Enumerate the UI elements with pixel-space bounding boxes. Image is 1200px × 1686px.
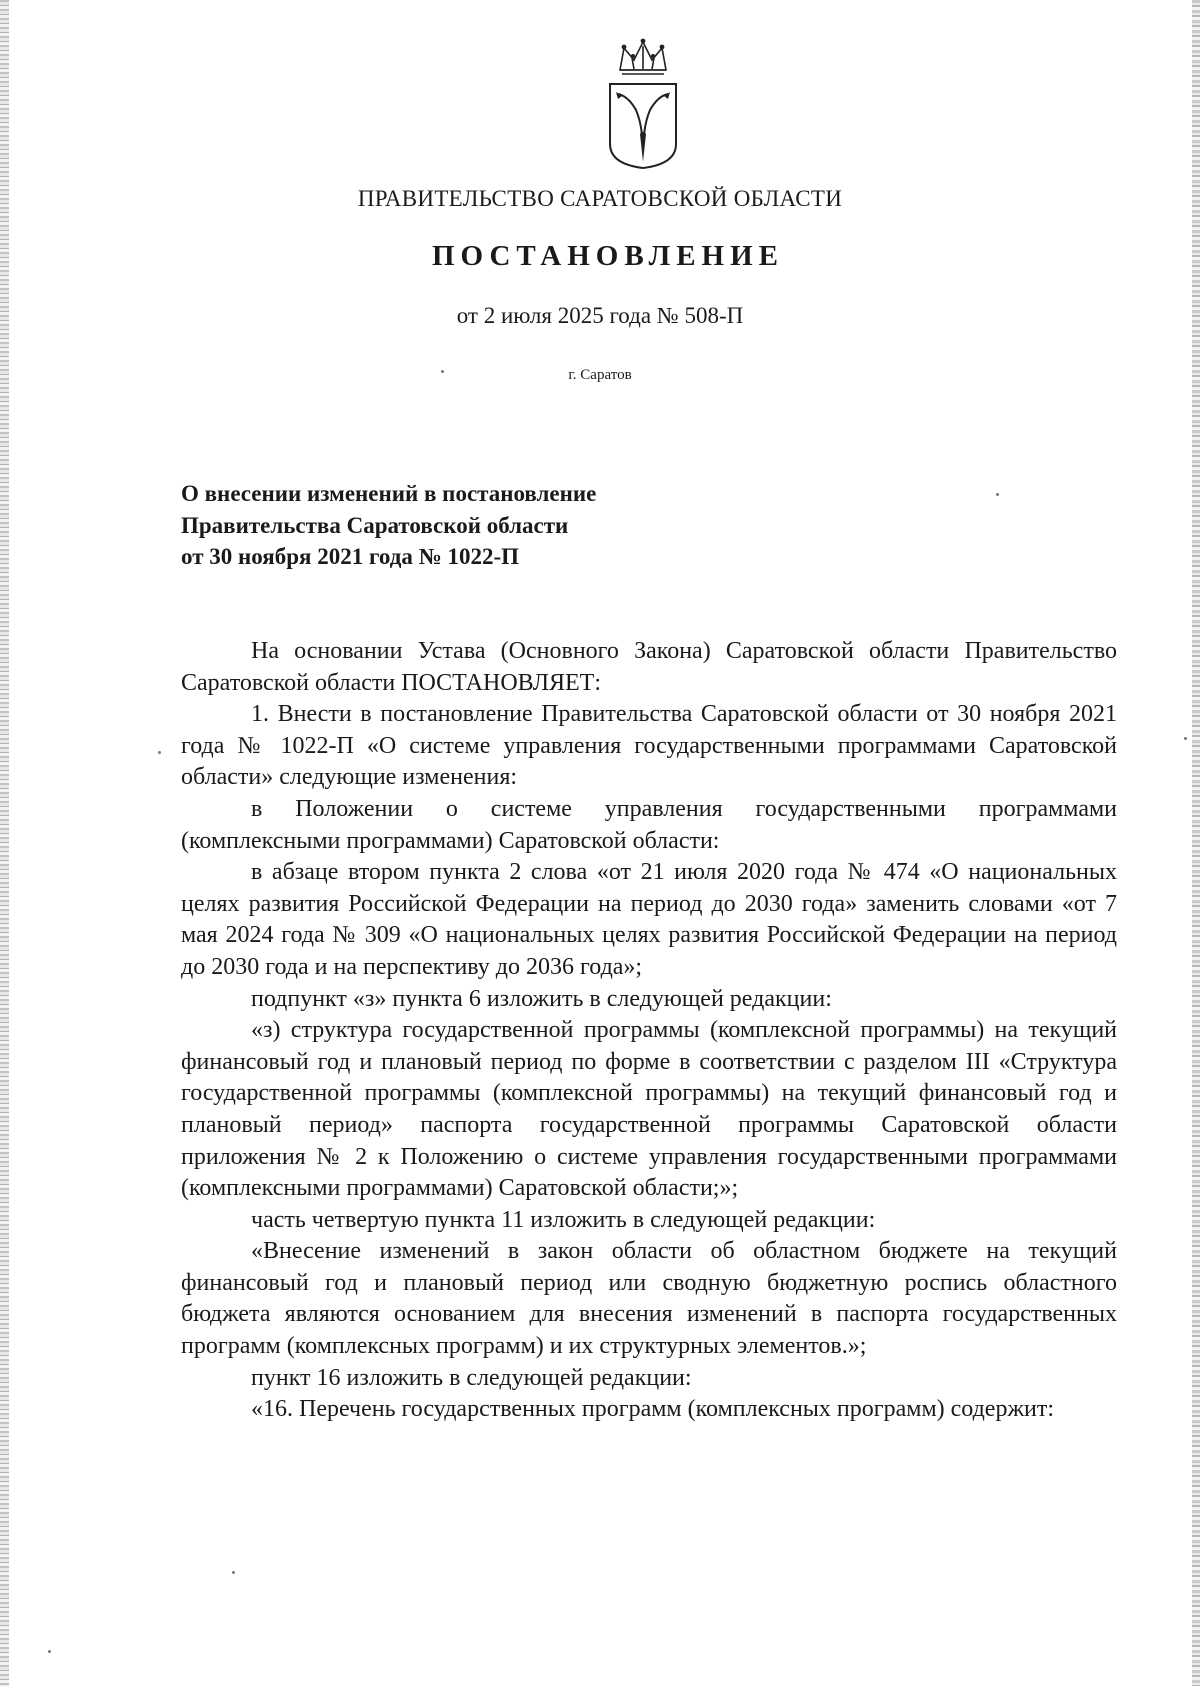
scan-speck bbox=[48, 1650, 51, 1653]
body-paragraph: пункт 16 изложить в следующей редакции: bbox=[251, 1364, 692, 1391]
document-date-number: от 2 июля 2025 года № 508-П bbox=[456, 303, 744, 328]
body-paragraph: «з) структура государственной программы (комплексной программы) на текущий финансовый год и плановый период по форме в соответствии с разделом III «Структура государственной программы (комплексной программы) на текущий финансовый год и плановый период» паспорта государственной программы Саратовской области приложения № 2 к Положению о системе управления государственными программами (комплексными программами) Саратовской области;»; bbox=[181, 1017, 1117, 1202]
coat-of-arms-icon bbox=[604, 36, 682, 170]
body-paragraph: «16. Перечень государственных программ (комплексных программ) содержит: bbox=[251, 1396, 1055, 1423]
subject-line: О внесении изменений в постановление bbox=[181, 481, 597, 506]
scan-speck bbox=[441, 370, 444, 373]
scan-speck bbox=[996, 493, 999, 496]
scan-speck bbox=[1184, 737, 1187, 740]
document-subject bbox=[181, 478, 596, 573]
scan-speck bbox=[158, 751, 161, 754]
body-paragraph: 1. Внести в постановление Правительства Саратовской области от 30 ноября 2021 года № 1022-П «О системе управления государственными программами Саратовской области» следующие изменения: bbox=[181, 701, 1117, 791]
subject-line: Правительства Саратовской области bbox=[181, 512, 569, 538]
body-paragraph: часть четвертую пункта 11 изложить в следующей редакции: bbox=[251, 1206, 876, 1233]
document-body bbox=[181, 636, 1117, 1426]
body-paragraph: в Положении о системе управления государственными программами (комплексными программами) Саратовской области: bbox=[181, 795, 1117, 854]
body-paragraph: «Внесение изменений в закон области об областном бюджете на текущий финансовый год и плановый период или сводную бюджетную роспись областного бюджета являются основанием для внесения изменений в паспорта государственных программ (комплексных программ) и их структурных элементов.»; bbox=[181, 1238, 1117, 1360]
body-paragraph: На основании Устава (Основного Закона) Саратовской области Правительство Саратовской области ПОСТАНОВЛЯЕТ: bbox=[181, 638, 1117, 696]
scan-speck bbox=[232, 1571, 235, 1574]
document-city: г. Саратов bbox=[568, 367, 632, 383]
government-name: ПРАВИТЕЛЬСТВО САРАТОВСКОЙ ОБЛАСТИ bbox=[357, 186, 843, 211]
subject-line: от 30 ноября 2021 года № 1022-П bbox=[181, 544, 519, 569]
body-paragraph: в абзаце втором пункта 2 слова «от 21 июля 2020 года № 474 «О национальных целях развития Российской Федерации на период до 2030 года» заменить словами «от 7 мая 2024 года № 309 «О национальных целях развития Российской Федерации на период до 2030 года и на перспективу до 2036 года»; bbox=[181, 859, 1117, 980]
document-type: ПОСТАНОВЛЕНИЕ bbox=[431, 240, 784, 272]
body-paragraph: подпункт «з» пункта 6 изложить в следующей редакции: bbox=[251, 985, 832, 1012]
